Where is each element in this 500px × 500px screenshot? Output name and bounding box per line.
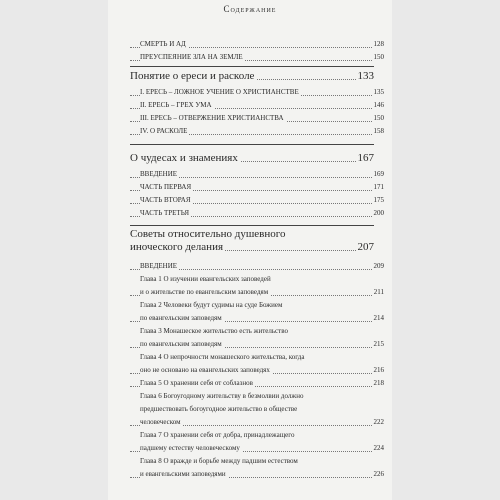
chapter-line: по евангельским заповедям 215 xyxy=(130,340,384,349)
toc-entry: II. ЕРЕСЬ – ГРЕХ УМА 146 xyxy=(130,101,384,110)
separator xyxy=(130,66,374,67)
chapter-line: предшествовать богоугодное жительство в обществе xyxy=(140,405,298,413)
toc-entry: СМЕРТЬ И АД 128 xyxy=(130,40,384,49)
toc-entry: ПРЕУСПЕЯНИЕ ЗЛА НА ЗЕМЛЕ 150 xyxy=(130,53,384,62)
toc-entry: IV. О РАСКОЛЕ 158 xyxy=(130,127,384,136)
toc-entry: ЧАСТЬ ВТОРАЯ 175 xyxy=(130,196,384,205)
chapter-line: Глава 3 Монашеское жительство есть жительство xyxy=(140,327,288,335)
chapter-line: и о жительстве по евангельским заповедям 211 xyxy=(130,288,384,297)
chapter-line: Глава 7 О хранении себя от добра, принадлежащего xyxy=(140,431,295,439)
chapter-line: Глава 1 О изучении евангельских заповедей xyxy=(140,275,271,283)
chapter-line: Глава 8 О вражде и борьбе между падшим естеством xyxy=(140,457,298,465)
book-page xyxy=(108,0,392,500)
separator xyxy=(130,144,374,145)
section-title: О чудесах и знамениях 167 xyxy=(130,152,374,164)
section-title: Понятие о ереси и расколе 133 xyxy=(130,70,374,82)
toc-entry: ВВЕДЕНИЕ 169 xyxy=(130,170,384,179)
page-header: Содержание xyxy=(223,4,277,14)
chapter-line: Глава 5 О хранении себя от соблазнов 218 xyxy=(130,379,384,388)
chapter-line: человеческом 222 xyxy=(130,418,384,427)
toc-entry: I. ЕРЕСЬ – ЛОЖНОЕ УЧЕНИЕ О ХРИСТИАНСТВЕ 135 xyxy=(130,88,384,97)
section-title-line1: Советы относительно душевного xyxy=(130,228,286,240)
section-title-line2: иноческого делания 207 xyxy=(130,241,374,253)
chapter-line: падшему естеству человеческому 224 xyxy=(130,444,384,453)
toc-entry: III. ЕРЕСЬ – ОТВЕРЖЕНИЕ ХРИСТИАНСТВА 150 xyxy=(130,114,384,123)
chapter-line: и евангельскими заповедями 226 xyxy=(130,470,384,479)
chapter-line: по евангельским заповедям 214 xyxy=(130,314,384,323)
chapter-line: оно не основано на евангельских заповедях 216 xyxy=(130,366,384,375)
chapter-line: Глава 2 Человеки будут судимы на суде Божием xyxy=(140,301,283,309)
toc-entry: ЧАСТЬ ТРЕТЬЯ 200 xyxy=(130,209,384,218)
chapter-line: Глава 4 О непрочности монашеского жительства, когда xyxy=(140,353,305,361)
toc-entry: ЧАСТЬ ПЕРВАЯ 171 xyxy=(130,183,384,192)
toc-entry: ВВЕДЕНИЕ 209 xyxy=(130,262,384,271)
chapter-line: Глава 6 Богоугодному жительству в безмолвии должно xyxy=(140,392,304,400)
separator xyxy=(130,225,374,226)
